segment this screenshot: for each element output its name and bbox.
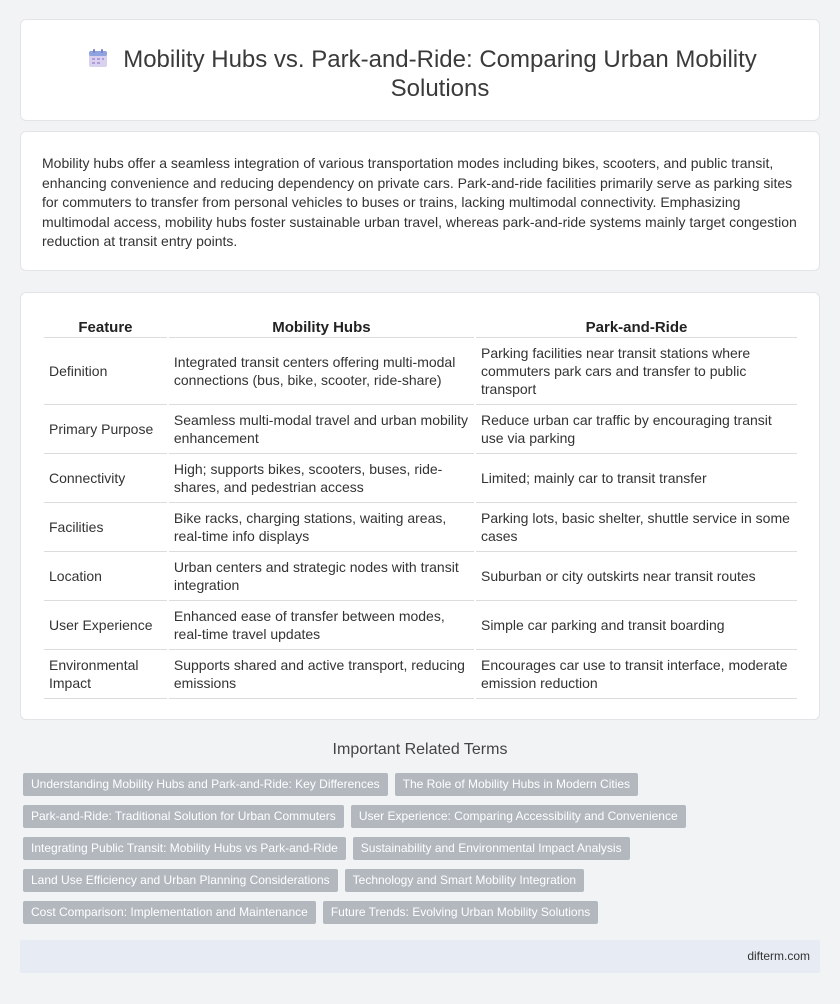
related-term-link[interactable]: Land Use Efficiency and Urban Planning Considerations	[23, 869, 338, 892]
table-cell-feature: Definition	[44, 338, 167, 405]
table-row	[44, 503, 797, 552]
table-cell-park-and-ride: Parking lots, basic shelter, shuttle service in some cases	[476, 503, 797, 552]
table-row	[44, 338, 797, 405]
intro-paragraph: Mobility hubs offer a seamless integration of various transportation modes including bikes, scooters, and public transit, enhancing convenience and reducing dependency on private cars. Park-and-ride facilities primarily serve as parking sites for commuters to transfer from personal vehicles to buses or trains, lacking multimodal connectivity. Emphasizing multimodal access, mobility hubs foster sustainable urban travel, whereas park-and-ride systems mainly target congestion reduction at transit entry points.	[42, 155, 797, 250]
related-term-link[interactable]: Park-and-Ride: Traditional Solution for Urban Commuters	[23, 805, 344, 828]
related-term-link[interactable]: Technology and Smart Mobility Integration	[345, 869, 584, 892]
related-terms-list	[23, 773, 813, 924]
header-card	[20, 19, 820, 121]
related-term-link[interactable]: Sustainability and Environmental Impact Analysis	[353, 837, 630, 860]
page-title: Mobility Hubs vs. Park-and-Ride: Comparing Urban Mobility Solutions	[123, 46, 757, 102]
related-term-link[interactable]: Understanding Mobility Hubs and Park-and-Ride: Key Differences	[23, 773, 388, 796]
table-cell-park-and-ride: Limited; mainly car to transit transfer	[476, 454, 797, 503]
table-header-park-and-ride: Park-and-Ride	[476, 312, 797, 338]
table-cell-park-and-ride: Parking facilities near transit stations where commuters park cars and transfer to public transport	[476, 338, 797, 405]
table-cell-mobility-hubs: Urban centers and strategic nodes with transit integration	[169, 552, 474, 601]
table-cell-park-and-ride: Reduce urban car traffic by encouraging transit use via parking	[476, 405, 797, 454]
table-row	[44, 650, 797, 699]
related-term-link[interactable]: User Experience: Comparing Accessibility and Convenience	[351, 805, 686, 828]
table-row	[44, 601, 797, 650]
table-cell-mobility-hubs: Bike racks, charging stations, waiting areas, real-time info displays	[169, 503, 474, 552]
comparison-table	[42, 312, 799, 699]
table-cell-feature: Facilities	[44, 503, 167, 552]
table-header-mobility-hubs: Mobility Hubs	[169, 312, 474, 338]
table-cell-feature: User Experience	[44, 601, 167, 650]
related-term-link[interactable]: Integrating Public Transit: Mobility Hubs vs Park-and-Ride	[23, 837, 346, 860]
table-cell-mobility-hubs: Supports shared and active transport, reducing emissions	[169, 650, 474, 699]
related-term-link[interactable]: Cost Comparison: Implementation and Maintenance	[23, 901, 316, 924]
table-cell-mobility-hubs: Seamless multi-modal travel and urban mobility enhancement	[169, 405, 474, 454]
related-term-link[interactable]: The Role of Mobility Hubs in Modern Cities	[395, 773, 638, 796]
comparison-table-card	[20, 292, 820, 720]
table-cell-mobility-hubs: Enhanced ease of transfer between modes, real-time travel updates	[169, 601, 474, 650]
table-cell-park-and-ride: Encourages car use to transit interface, moderate emission reduction	[476, 650, 797, 699]
table-row	[44, 405, 797, 454]
table-row	[44, 552, 797, 601]
related-term-link[interactable]: Future Trends: Evolving Urban Mobility Solutions	[323, 901, 598, 924]
intro-card	[20, 131, 820, 271]
table-cell-park-and-ride: Suburban or city outskirts near transit routes	[476, 552, 797, 601]
table-cell-feature: Location	[44, 552, 167, 601]
table-cell-mobility-hubs: High; supports bikes, scooters, buses, ride-shares, and pedestrian access	[169, 454, 474, 503]
table-header-feature: Feature	[44, 312, 167, 338]
table-cell-feature: Connectivity	[44, 454, 167, 503]
related-terms-heading: Important Related Terms	[332, 741, 508, 758]
table-cell-feature: Primary Purpose	[44, 405, 167, 454]
footer-site-link[interactable]: difterm.com	[747, 949, 810, 963]
footer	[20, 940, 820, 973]
table-cell-mobility-hubs: Integrated transit centers offering multi-modal connections (bus, bike, scooter, ride-share)	[169, 338, 474, 405]
table-cell-park-and-ride: Simple car parking and transit boarding	[476, 601, 797, 650]
table-row	[44, 454, 797, 503]
table-cell-feature: Environmental Impact	[44, 650, 167, 699]
